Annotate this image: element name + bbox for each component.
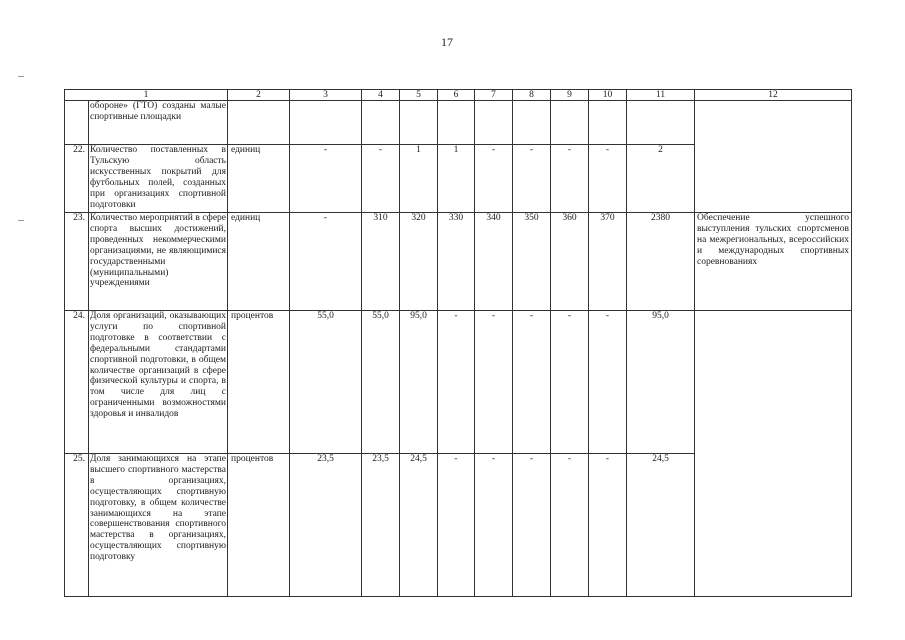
header-row <box>65 90 852 101</box>
indicator-name: Количество поставленных в Тульскую область искусственных покрытий для футбольных полей, созданных при организациях спортивной подготовки <box>89 145 228 213</box>
value-cell: - <box>513 311 551 454</box>
header-cell: 8 <box>513 90 551 101</box>
value-cell: - <box>290 213 362 311</box>
header-cell: 7 <box>475 90 513 101</box>
header-cell: 5 <box>400 90 438 101</box>
indicator-name: Количество мероприятий в сфере спорта высших достижений, проведенных некоммерческими организациями, не являющимися государственными (муниципальными) учреждениями <box>89 213 228 311</box>
unit-cell: единиц <box>228 213 290 311</box>
table-row <box>65 101 852 145</box>
indicator-name: Доля занимающихся на этапе высшего спортивного мастерства в организациях, осуществляющих спортивную подготовку, в общем количестве занимающихся на этапе совершенствования спортивного мастерства в организациях, осуществляющих спортивную подготовку <box>89 454 228 597</box>
header-cell: 9 <box>551 90 589 101</box>
unit-cell: процентов <box>228 454 290 597</box>
value-cell: 2380 <box>627 213 695 311</box>
header-cell: 1 <box>65 90 228 101</box>
value-cell: - <box>475 311 513 454</box>
value-cell: - <box>551 145 589 213</box>
value-cell: - <box>589 145 627 213</box>
value-cell: 95,0 <box>627 311 695 454</box>
value-cell: - <box>438 454 475 597</box>
header-cell: 12 <box>695 90 852 101</box>
value-cell: - <box>589 311 627 454</box>
header-cell: 11 <box>627 90 695 101</box>
header-cell: 6 <box>438 90 475 101</box>
value-cell: 330 <box>438 213 475 311</box>
indicators-table <box>64 89 852 597</box>
value-cell <box>362 101 400 145</box>
value-cell: 340 <box>475 213 513 311</box>
value-cell <box>627 101 695 145</box>
header-cell: 10 <box>589 90 627 101</box>
value-cell <box>475 101 513 145</box>
row-number: 23. <box>65 213 89 311</box>
value-cell: 320 <box>400 213 438 311</box>
value-cell <box>438 101 475 145</box>
value-cell: - <box>475 145 513 213</box>
value-cell: - <box>551 454 589 597</box>
value-cell: - <box>290 145 362 213</box>
value-cell: - <box>513 454 551 597</box>
indicator-name: Доля организаций, оказывающих услуги по спортивной подготовке в соответствии с федеральными стандартами спортивной подготовки, в общем количестве организаций в сфере физической культуры и спорта, в том числе для лиц с ограниченными возможностями здоровья и инвалидов <box>89 311 228 454</box>
value-cell: - <box>475 454 513 597</box>
header-cell: 4 <box>362 90 400 101</box>
value-cell: - <box>362 145 400 213</box>
value-cell: 55,0 <box>290 311 362 454</box>
value-cell: 1 <box>438 145 475 213</box>
value-cell <box>290 101 362 145</box>
value-cell: 24,5 <box>400 454 438 597</box>
unit-cell: единиц <box>228 145 290 213</box>
value-cell: 1 <box>400 145 438 213</box>
value-cell <box>551 101 589 145</box>
value-cell: - <box>589 454 627 597</box>
value-cell: 310 <box>362 213 400 311</box>
value-cell: - <box>513 145 551 213</box>
value-cell: 350 <box>513 213 551 311</box>
value-cell: 95,0 <box>400 311 438 454</box>
value-cell <box>513 101 551 145</box>
row-number: 24. <box>65 311 89 454</box>
row-number: 22. <box>65 145 89 213</box>
page-number: 17 <box>441 35 453 49</box>
value-cell: 55,0 <box>362 311 400 454</box>
value-cell <box>589 101 627 145</box>
margin-mark <box>18 76 24 77</box>
expected-result <box>695 311 852 597</box>
value-cell: 2 <box>627 145 695 213</box>
indicator-name: оборонe» (ГТО) созданы малые спортивные площадки <box>89 101 228 145</box>
value-cell: 23,5 <box>362 454 400 597</box>
value-cell: - <box>551 311 589 454</box>
table-row <box>65 213 852 311</box>
margin-mark <box>18 220 24 221</box>
header-cell: 2 <box>228 90 290 101</box>
expected-result <box>695 101 852 213</box>
row-number <box>65 101 89 145</box>
value-cell: - <box>438 311 475 454</box>
value-cell: 360 <box>551 213 589 311</box>
unit-cell: процентов <box>228 311 290 454</box>
value-cell: 24,5 <box>627 454 695 597</box>
expected-result: Обеспечение успешного выступления тульских спортсменов на межрегиональных, всероссийских и международных спортивных соревнованиях <box>695 213 852 311</box>
value-cell: 370 <box>589 213 627 311</box>
row-number: 25. <box>65 454 89 597</box>
unit-cell <box>228 101 290 145</box>
value-cell <box>400 101 438 145</box>
header-cell: 3 <box>290 90 362 101</box>
table-row <box>65 311 852 454</box>
value-cell: 23,5 <box>290 454 362 597</box>
